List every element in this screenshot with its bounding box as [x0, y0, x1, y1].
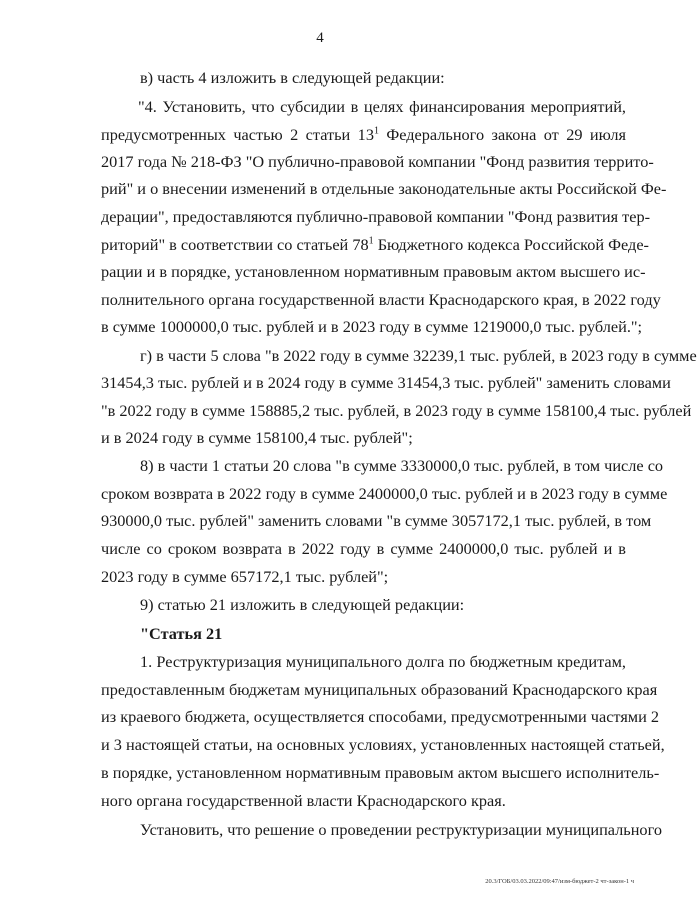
- paragraph-4-line-5: дерации", предоставляются публично-правовой компании "Фонд развития тер-: [101, 207, 651, 226]
- item-9-line: 9) статью 21 изложить в следующей редакции:: [140, 595, 465, 614]
- paragraph-4-line-7: рации и в порядке, установленном нормативным правовым актом высшего ис-: [101, 262, 646, 281]
- paragraph-4-line-1: "4. Установить, что субсидии в целях финансирования мероприятий,: [138, 97, 626, 116]
- article-21-p1-line-1: 1. Реструктуризация муниципального долга по бюджетным кредитам,: [140, 652, 626, 671]
- paragraph-4-line-6: риторий" в соответствии со статьей $78^1$ Бюджетного кодекса Российской Феде-: [101, 235, 649, 254]
- item-8-line-2: сроком возврата в 2022 году в сумме 2400000,0 тыс. рублей и в 2023 году в сумме: [101, 484, 668, 503]
- item-g-line-3: "в 2022 году в сумме 158885,2 тыс. рублей, в 2023 году в сумме 158100,4 тыс. рублей: [101, 401, 692, 420]
- article-21-p1-line-5: в порядке, установленном нормативным правовым актом высшего исполнитель-: [101, 763, 660, 782]
- item-g-line-4: и в 2024 году в сумме 158100,4 тыс. рублей";: [101, 428, 413, 447]
- article-21-p2-line-1: Установить, что решение о проведении реструктуризации муниципального: [140, 820, 662, 839]
- paragraph-4-line-3: 2017 года № 218-ФЗ "О публично-правовой компании "Фонд развития террито-: [101, 152, 654, 171]
- item-v-line: в) часть 4 изложить в следующей редакции:: [140, 68, 445, 87]
- item-8-line-5: 2023 году в сумме 657172,1 тыс. рублей";: [101, 567, 389, 586]
- item-8-line-1: 8) в части 1 статьи 20 слова "в сумме 3330000,0 тыс. рублей, в том числе со: [140, 456, 664, 475]
- paragraph-4-line-8: полнительного органа государственной власти Краснодарского края, в 2022 году: [101, 290, 661, 309]
- document-footer-code: 20.3/ГОБ/03.03.2022/09:47/изм-бюджет-2 чт-закон-1 ч: [485, 878, 634, 885]
- paragraph-4-line-4: рий" и о внесении изменений в отдельные законодательные акты Российской Фе-: [101, 179, 667, 198]
- item-g-line-1: г) в части 5 слова "в 2022 году в сумме 32239,1 тыс. рублей, в 2023 году в сумме: [140, 346, 697, 365]
- article-21-p1-line-2: предоставленным бюджетам муниципальных образований Краснодарского края: [101, 680, 658, 699]
- article-21-p1-line-6: ного органа государственной власти Краснодарского края.: [101, 791, 506, 810]
- item-8-line-3: 930000,0 тыс. рублей" заменить словами "в сумме 3057172,1 тыс. рублей, в том: [101, 511, 652, 530]
- article-21-p1-line-3: из краевого бюджета, осуществляется способами, предусмотренными частями 2: [101, 707, 660, 726]
- article-21-p1-line-4: и 3 настоящей статьи, на основных условиях, установленных настоящей статьей,: [101, 735, 665, 754]
- paragraph-4-line-2: предусмотренных частью 2 статьи $13^1$ Федерального закона от 29 июля: [101, 125, 626, 144]
- item-8-line-4: числе со сроком возврата в 2022 году в сумме 2400000,0 тыс. рублей и в: [101, 539, 626, 558]
- item-g-line-2: 31454,3 тыс. рублей и в 2024 году в сумме 31454,3 тыс. рублей" заменить словами: [101, 373, 671, 392]
- article-21-title: "Статья 21: [140, 624, 223, 643]
- page-number: 4: [316, 30, 324, 46]
- paragraph-4-line-9: в сумме 1000000,0 тыс. рублей и в 2023 году в сумме 1219000,0 тыс. рублей.";: [101, 317, 643, 336]
